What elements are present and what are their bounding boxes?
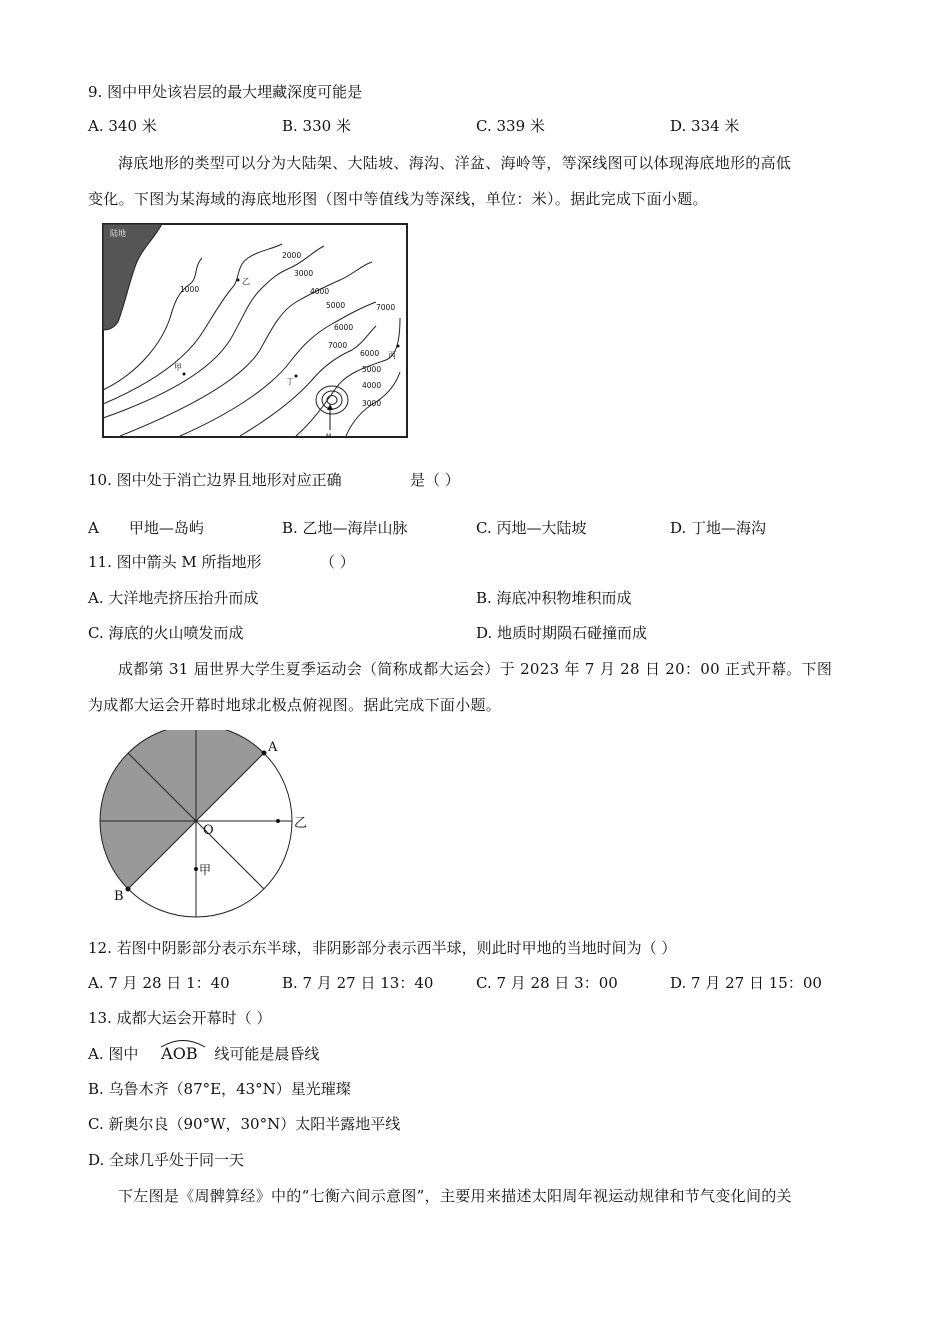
q11-option-b: B. 海底冲积物堆积而成: [476, 589, 632, 607]
contour-label-5000-b: 5000: [362, 365, 382, 374]
q9-option-d: D. 334 米: [670, 117, 740, 135]
north-pole-diagram: [92, 730, 322, 920]
label-b: B: [114, 889, 124, 904]
contour-label-2000: 2000: [282, 251, 302, 260]
q10-option-a: A 甲地—岛屿: [88, 519, 204, 537]
contour-label-6000-b: 6000: [360, 349, 380, 358]
q9-option-b: B. 330 米: [282, 117, 351, 135]
q10-stem-tail: 是（ ）: [410, 471, 460, 489]
q11-stem-tail: （ ）: [320, 553, 355, 571]
passage1-line1: 海底地形的类型可以分为大陆架、大陆坡、海沟、洋盆、海岭等，等深线图可以体现海底地形的高低: [118, 154, 792, 172]
q11-option-a: A. 大洋地壳挤压抬升而成: [88, 589, 259, 607]
label-yi: 乙: [294, 816, 308, 831]
q13-option-d: D. 全球几乎处于同一天: [88, 1151, 245, 1169]
point-bing: 丙: [388, 351, 396, 360]
q11-stem: 11. 图中箭头 M 所指地形: [88, 553, 262, 571]
q13-option-a-pre: A. 图中: [88, 1045, 139, 1063]
contour-label-6000: 6000: [334, 323, 354, 332]
contour-label-1000: 1000: [180, 285, 200, 294]
q13-option-c: C. 新奥尔良（90°W，30°N）太阳半露地平线: [88, 1115, 401, 1133]
passage3-line1: 下左图是《周髀算经》中的“七衡六间示意图”，主要用来描述太阳周年视运动规律和节气变化间的关: [118, 1187, 792, 1205]
q13-option-b: B. 乌鲁木齐（87°E，43°N）星光璀璨: [88, 1080, 351, 1098]
seabed-contour-map: [100, 222, 410, 440]
q12-option-c: C. 7 月 28 日 3：00: [476, 974, 618, 992]
q13-option-a: [88, 1044, 319, 1064]
q12-option-b: B. 7 月 27 日 13：40: [282, 974, 434, 992]
q13-option-a-post: 线可能是晨昏线: [214, 1045, 320, 1063]
shaded-east-hemisphere: [100, 730, 264, 889]
q13-stem: 13. 成都大运会开幕时（ ）: [88, 1009, 272, 1027]
arc-aob-text: AOB: [161, 1044, 198, 1063]
q11-option-c: C. 海底的火山喷发而成: [88, 624, 244, 642]
arrow-m-label: M: [326, 433, 332, 440]
q10-stem: 10. 图中处于消亡边界且地形对应正确: [88, 471, 342, 489]
passage1-line2: 变化。下图为某海域的海底地形图（图中等值线为等深线，单位：米）。据此完成下面小题。: [88, 190, 708, 208]
passage2-line2: 为成都大运会开幕时地球北极点俯视图。据此完成下面小题。: [88, 696, 502, 714]
label-o: O: [203, 823, 214, 838]
contour-label-7000-b: 7000: [376, 303, 396, 312]
contour-label-4000: 4000: [310, 287, 330, 296]
contour-label-3000-b: 3000: [362, 399, 382, 408]
arc-aob: [161, 1044, 197, 1064]
point-yi: 乙: [242, 277, 250, 286]
contour-label-4000-b: 4000: [362, 381, 382, 390]
contour-label-5000: 5000: [326, 301, 346, 310]
q9-option-c: C. 339 米: [476, 117, 545, 135]
contour-label-3000: 3000: [294, 269, 314, 278]
q12-option-d: D. 7 月 27 日 15：00: [670, 974, 822, 992]
q9-stem: 9. 图中甲处该岩层的最大埋藏深度可能是: [88, 83, 363, 101]
q11-option-d: D. 地质时期陨石碰撞而成: [476, 624, 648, 642]
contour-label-7000-a: 7000: [328, 341, 348, 350]
label-jia: 甲: [199, 863, 212, 877]
q12-option-a: A. 7 月 28 日 1：40: [88, 974, 230, 992]
land-label: 陆地: [110, 229, 126, 238]
q10-option-c: C. 丙地—大陆坡: [476, 519, 587, 537]
q9-option-a: A. 340 米: [88, 117, 157, 135]
q12-stem: 12. 若图中阴影部分表示东半球，非阴影部分表示西半球，则此时甲地的当地时间为（ ）: [88, 939, 677, 957]
q10-option-d: D. 丁地—海沟: [670, 519, 767, 537]
point-ding: 丁: [286, 377, 294, 386]
passage2-line1: 成都第 31 届世界大学生夏季运动会（简称成都大运会）于 2023 年 7 月 28 日 20：00 正式开幕。下图: [118, 660, 833, 678]
label-a: A: [268, 740, 278, 755]
arc-mark-icon: [159, 1038, 207, 1048]
point-jia: 甲: [174, 363, 182, 372]
q10-option-b: B. 乙地—海岸山脉: [282, 519, 408, 537]
